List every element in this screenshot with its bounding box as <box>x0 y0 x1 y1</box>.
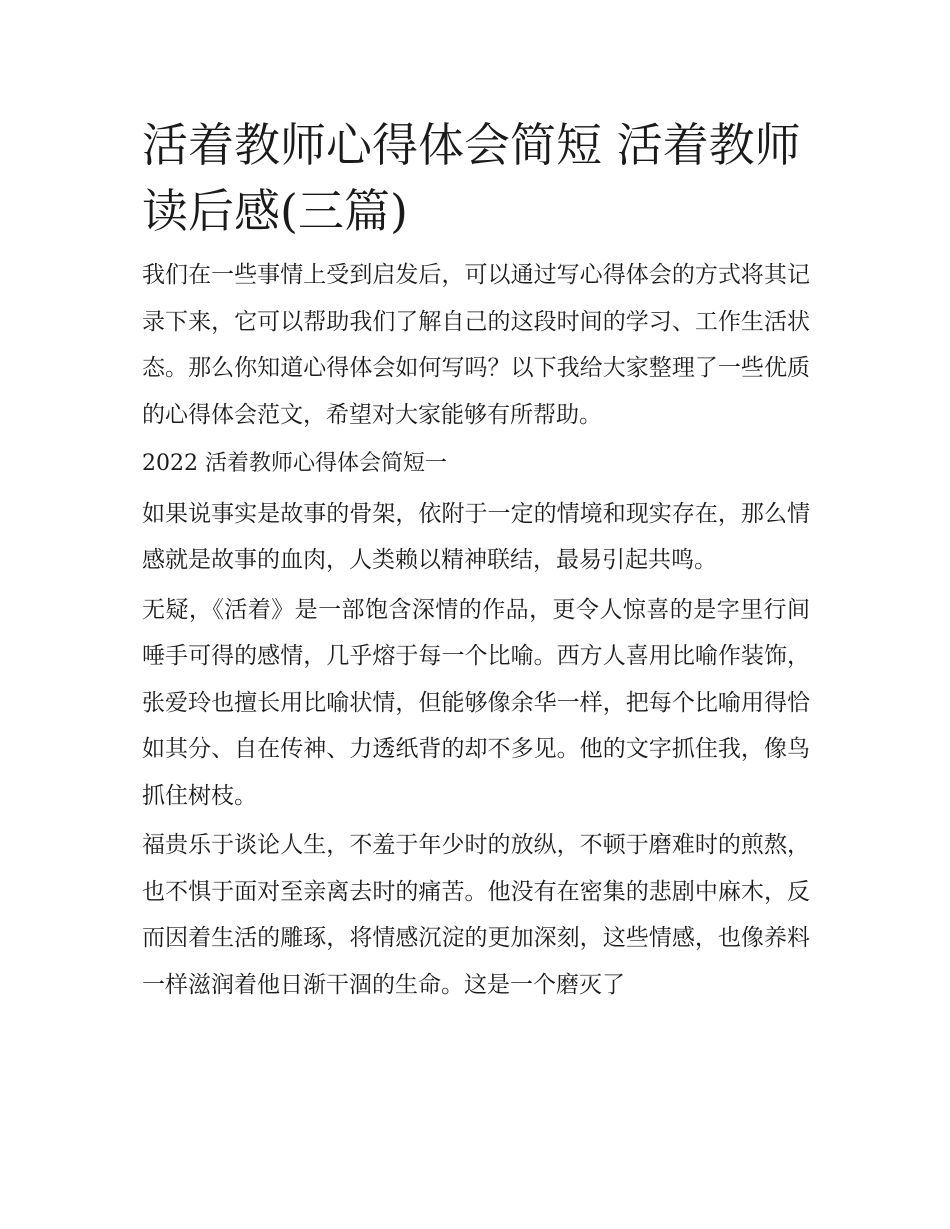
document-body <box>142 112 810 1008</box>
section-heading: 2022 活着教师心得体会简短一 <box>142 451 447 476</box>
body-paragraph-3: 福贵乐于谈论人生，不羞于年少时的放纵，不顿于磨难时的煎熬，也不惧于面对至亲离去时的痛苦。他没有在密集的悲剧中麻木，反而因着生活的雕琢，将情感沉淀的更加深刻，这些情感，也像养料一样滋润着他日渐干涸的生命。这是一个磨灭了 <box>142 832 810 998</box>
intro-paragraph: 我们在一些事情上受到启发后，可以通过写心得体会的方式将其记录下来，它可以帮助我们了解自己的这段时间的学习、工作生活状态。那么你知道心得体会如何写吗？以下我给大家整理了一些优质的心得体会范文，希望对大家能够有所帮助。 <box>142 262 810 428</box>
document-title: 活着教师心得体会简短 活着教师读后感(三篇) <box>142 118 801 238</box>
body-paragraph-2: 无疑，《活着》是一部饱含深情的作品，更令人惊喜的是字里行间唾手可得的感情，几乎熔于每一个比喻。西方人喜用比喻作装饰，张爱玲也擅长用比喻状情，但能够像余华一样，把每个比喻用得恰如其分、自在传神、力透纸背的却不多见。他的文字抓住我，像鸟抓住树枝。 <box>142 596 810 809</box>
body-paragraph-1: 如果说事实是故事的骨架，依附于一定的情境和现实存在，那么情感就是故事的血肉，人类赖以精神联结，最易引起共鸣。 <box>142 500 810 573</box>
